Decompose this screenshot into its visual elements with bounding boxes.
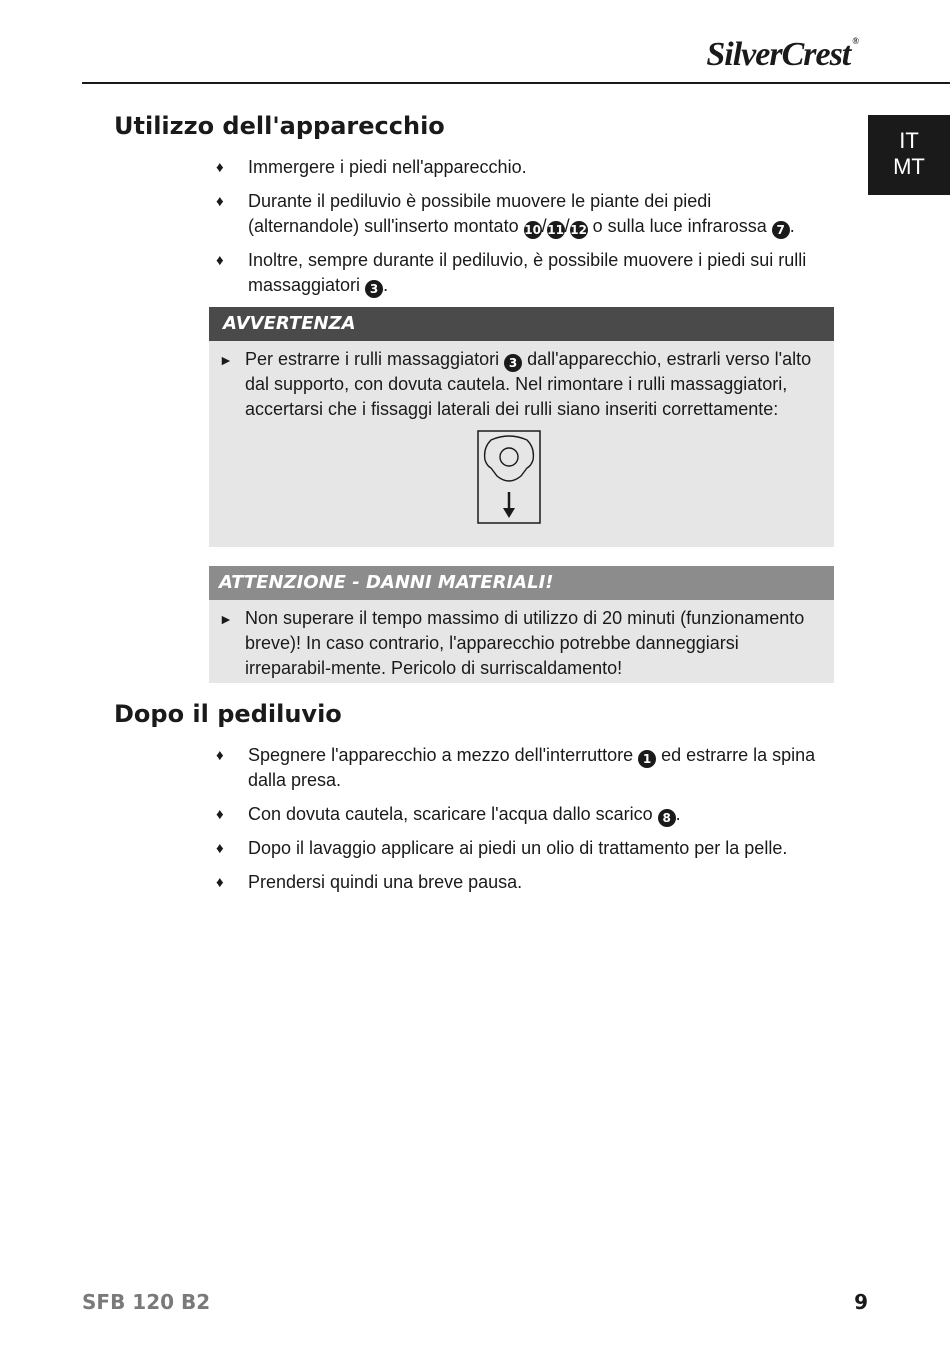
brand-logo: SilverCrest ® xyxy=(706,36,858,73)
language-it: IT xyxy=(899,128,919,153)
part-number-badge: 3 xyxy=(504,354,522,372)
language-mt: MT xyxy=(893,154,925,179)
warning-body: ► Per estrarre i rulli massaggiatori 3 dall'apparecchio, estrarli verso l'alto dal supporto, con dovuta cautela. Nel rimontare i rulli massaggiatori, accertarsi che i fissaggi laterali dei rulli siano inseriti correttamente: xyxy=(209,341,834,534)
model-number: SFB 120 B2 xyxy=(82,1290,211,1314)
part-number-badge: 12 xyxy=(570,223,587,237)
section-title-usage: Utilizzo dell'apparecchio xyxy=(114,112,445,140)
part-number-badge: 3 xyxy=(365,280,383,298)
bullet-icon: ♦ xyxy=(216,840,224,857)
part-number-badge: 7 xyxy=(772,221,790,239)
list-item: ♦ Dopo il lavaggio applicare ai piedi un olio di trattamento per la pelle. xyxy=(216,836,826,861)
arrow-icon: ► xyxy=(219,611,233,627)
registered-mark: ® xyxy=(852,36,858,46)
list-item: ♦ Inoltre, sempre durante il pediluvio, è possibile muovere i piedi sui rulli massaggiatori 3 . xyxy=(216,250,807,296)
bullet-icon: ♦ xyxy=(216,252,224,269)
list-item: ♦ Durante il pediluvio è possibile muovere le piante dei piedi (alternandole) sull'inserto montato 10/11/12 o sulla luce infrarossa 7 . xyxy=(216,191,795,237)
list-item: ♦ Prendersi quindi una breve pausa. xyxy=(216,870,826,895)
caution-body: ► Non superare il tempo massimo di utilizzo di 20 minuti (funzionamento breve)! In caso contrario, l'apparecchio potrebbe danneggiarsi irreparabil-mente. Pericolo di surriscaldamento! xyxy=(219,608,805,678)
page-number: 9 xyxy=(854,1290,868,1314)
part-number-badge: 11 xyxy=(547,223,564,237)
usage-list xyxy=(216,155,826,307)
bullet-icon: ♦ xyxy=(216,193,224,210)
bullet-icon: ♦ xyxy=(216,747,224,764)
part-number-badge: 8 xyxy=(658,809,676,827)
list-item: ♦ Con dovuta cautela, scaricare l'acqua dallo scarico 8 . xyxy=(216,804,681,825)
list-item: ♦ Spegnere l'apparecchio a mezzo dell'interruttore 1 ed estrarre la spina dalla presa. xyxy=(216,745,816,790)
bullet-icon: ♦ xyxy=(216,159,224,176)
bullet-icon: ♦ xyxy=(216,806,224,823)
caution-box xyxy=(209,566,834,683)
part-number-badge: 10 xyxy=(524,223,541,237)
arrow-icon: ► xyxy=(219,352,233,368)
list-item: ♦ Immergere i piedi nell'apparecchio. xyxy=(216,155,826,180)
part-number-badge: 1 xyxy=(638,750,656,768)
roller-fixing-diagram xyxy=(477,430,541,524)
caution-title: ATTENZIONE - DANNI MATERIALI! xyxy=(209,566,834,600)
after-list xyxy=(216,743,826,904)
warning-title: AVVERTENZA xyxy=(209,307,834,341)
warning-box xyxy=(209,307,834,547)
language-tab xyxy=(868,115,950,195)
header-rule xyxy=(82,82,950,84)
section-title-after: Dopo il pediluvio xyxy=(114,700,342,728)
bullet-icon: ♦ xyxy=(216,874,224,891)
